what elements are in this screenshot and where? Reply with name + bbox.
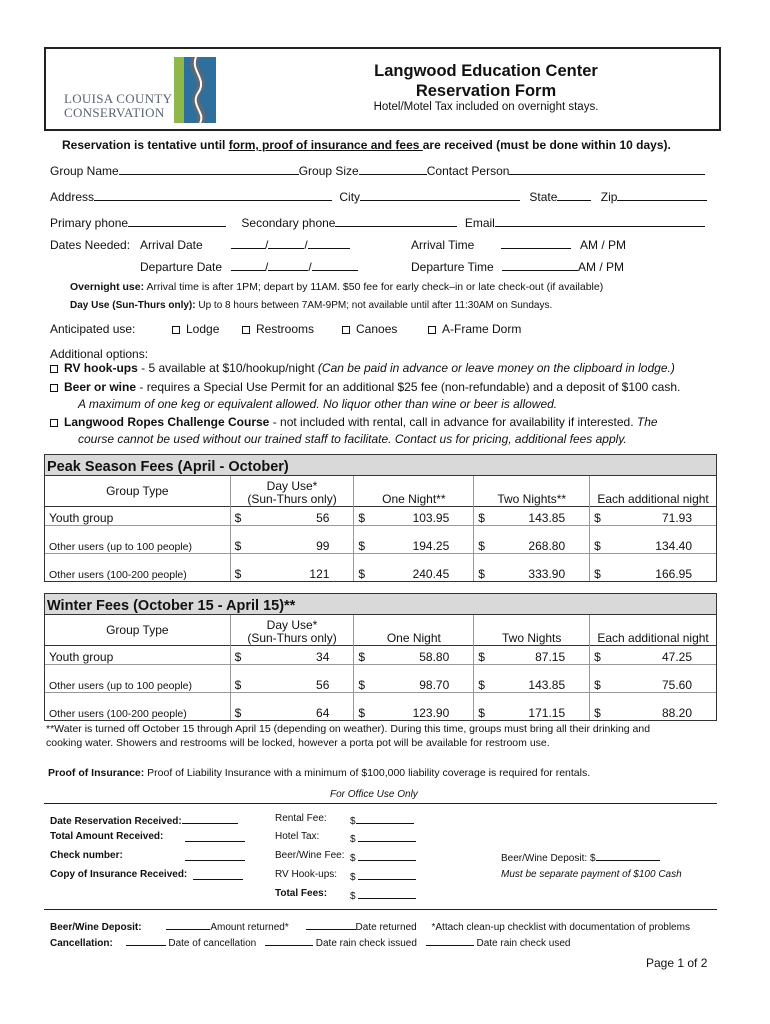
total-fees-input[interactable]: $ xyxy=(350,888,416,902)
checkbox-icon xyxy=(50,365,58,373)
rental-fee-label: Rental Fee: xyxy=(275,813,327,824)
aframe-dorm-checkbox[interactable]: A-Frame Dorm xyxy=(428,322,521,336)
table-row: Other users (100-200 people) $ 121 $ 240.45 $ 333.90 $ 166.95 xyxy=(45,554,717,582)
rental-fee-input[interactable]: $ xyxy=(350,813,414,827)
hotel-tax-input[interactable]: $ xyxy=(350,831,416,845)
hotel-tax-label: Hotel Tax: xyxy=(275,831,320,842)
peak-header-row: Group Type Day Use* (Sun-Thurs only) One Night** Two Nights** Each additional night xyxy=(45,476,717,507)
winter-fees-table xyxy=(44,593,717,721)
table-row: Youth group $ 34 $ 58.80 $ 87.15 $ 47.25 xyxy=(45,646,717,665)
table-row: Other users (up to 100 people) $ 56 $ 98.70 $ 143.85 $ 75.60 xyxy=(45,665,717,693)
departure-date-input[interactable]: / / xyxy=(231,260,358,274)
total-received-input[interactable] xyxy=(185,831,245,845)
total-received-label: Total Amount Received: xyxy=(50,831,164,842)
office-divider-top xyxy=(44,803,717,804)
arrival-time-input[interactable] xyxy=(501,238,571,252)
total-fees-label: Total Fees: xyxy=(275,888,328,899)
deposit-footer-row: Beer/Wine Deposit: Amount returned* Date returned *Attach clean-up checklist with documentation of problems xyxy=(50,919,690,933)
phone-row: Primary phone Secondary phone Email xyxy=(50,216,705,230)
office-divider-bottom xyxy=(44,909,717,910)
copy-insurance-input[interactable] xyxy=(193,869,243,883)
zip-input[interactable] xyxy=(617,190,707,201)
river-logo-icon xyxy=(174,57,216,123)
winter-fees-title: Winter Fees (October 15 - April 15)** xyxy=(45,594,717,615)
page-number: Page 1 of 2 xyxy=(646,956,708,970)
address-row: Address City State Zip xyxy=(50,190,707,204)
tax-note: Hotel/Motel Tax included on overnight stays. xyxy=(373,101,599,113)
contact-person-input[interactable] xyxy=(509,164,705,175)
group-size-input[interactable] xyxy=(359,164,427,175)
primary-phone-input[interactable] xyxy=(128,216,226,227)
anticipated-use-label: Anticipated use: xyxy=(50,322,136,336)
departure-date-label: Departure Date xyxy=(140,260,223,274)
louisa-county-logo xyxy=(54,55,214,125)
tentative-statement: Reservation is tentative until form, proof of insurance and fees are received (must be done within 10 days). xyxy=(62,138,671,152)
cancellation-footer-row: Cancellation: Date of cancellation Date rain check issued Date rain check used xyxy=(50,935,570,949)
table-row: Other users (100-200 people) $ 64 $ 123.90 $ 171.15 $ 88.20 xyxy=(45,693,717,721)
insurance-note: Proof of Insurance: Proof of Liability Insurance with a minimum of $100,000 liability coverage is required for rentals. xyxy=(48,767,591,779)
email-input[interactable] xyxy=(495,216,705,227)
water-note-line2: cooking water. Showers and restrooms will be locked, however a porta pot will be available for restroom use. xyxy=(46,737,550,749)
overnight-note: Overnight use: Arrival time is after 1PM; depart by 11AM. $50 fee for early check–in or late check-out (if available) xyxy=(70,281,604,293)
departure-time-input[interactable] xyxy=(502,260,578,274)
arrival-am-pm: AM / PM xyxy=(580,238,627,252)
rv-hookups-input[interactable]: $ xyxy=(350,869,416,883)
arrival-date-input[interactable]: / / xyxy=(231,238,350,252)
rv-hookups-label: RV Hook-ups: xyxy=(275,869,338,880)
copy-insurance-label: Copy of Insurance Received: xyxy=(50,869,188,880)
office-use-heading: For Office Use Only xyxy=(330,789,418,800)
table-row: Other users (up to 100 people) $ 99 $ 194.25 $ 268.80 $ 134.40 xyxy=(45,526,717,554)
date-received-row: Date Reservation Received: xyxy=(50,813,238,827)
group-name-input[interactable] xyxy=(119,164,299,175)
arrival-time-label: Arrival Time xyxy=(411,238,475,252)
form-title: Reservation Form xyxy=(415,82,557,100)
city-input[interactable] xyxy=(360,190,520,201)
dates-needed-label: Dates Needed: xyxy=(50,238,131,252)
check-number-label: Check number: xyxy=(50,850,123,861)
table-row: Youth group $ 56 $ 103.95 $ 143.85 $ 71.93 xyxy=(45,507,717,526)
peak-fees-table xyxy=(44,454,717,582)
checkbox-icon xyxy=(172,326,180,334)
canoes-checkbox[interactable]: Canoes xyxy=(342,322,397,336)
beer-deposit-row: Beer/Wine Deposit: $ xyxy=(501,850,660,864)
ropes-course-option[interactable]: Langwood Ropes Challenge Course - not included with rental, call in advance for availability if interested. The xyxy=(50,415,658,429)
additional-options-label: Additional options: xyxy=(50,347,149,361)
checkbox-icon xyxy=(50,419,58,427)
beer-fee-label: Beer/Wine Fee: xyxy=(275,850,345,861)
checkbox-icon xyxy=(242,326,250,334)
rv-hookups-option[interactable]: RV hook-ups - 5 available at $10/hookup/night (Can be paid in advance or leave money on the clipboard in lodge.) xyxy=(50,361,675,375)
checkbox-icon xyxy=(428,326,436,334)
header-box xyxy=(44,47,721,131)
state-input[interactable] xyxy=(557,190,591,201)
arrival-date-label: Arrival Date xyxy=(140,238,203,252)
logo-text: LOUISA COUNTY CONSERVATION xyxy=(64,91,173,120)
center-title: Langwood Education Center xyxy=(374,62,598,80)
address-input[interactable] xyxy=(94,190,332,201)
checkbox-icon xyxy=(342,326,350,334)
restrooms-checkbox[interactable]: Restrooms xyxy=(242,322,314,336)
beer-wine-option[interactable]: Beer or wine - requires a Special Use Permit for an additional $25 fee (non-refundable) and a deposit of $100 cash. xyxy=(50,380,680,394)
dayuse-note: Day Use (Sun-Thurs only): Up to 8 hours between 7AM-9PM; not available until after 11:30AM on Sundays. xyxy=(70,300,553,311)
peak-fees-title: Peak Season Fees (April - October) xyxy=(45,455,717,476)
lodge-checkbox[interactable]: Lodge xyxy=(172,322,219,336)
beer-wine-note: A maximum of one keg or equivalent allowed. No liquor other than wine or beer is allowed. xyxy=(78,397,558,411)
water-note-line1: **Water is turned off October 15 through April 15 (depending on weather). During this time, groups must bring all their drinking and xyxy=(46,723,651,735)
ropes-course-note: course cannot be used without our trained staff to facilitate. Contact us for pricing, additional fees apply. xyxy=(78,432,627,446)
checkbox-icon xyxy=(50,384,58,392)
departure-am-pm: AM / PM xyxy=(578,260,625,274)
beer-fee-input[interactable]: $ xyxy=(350,850,416,864)
departure-time-label: Departure Time xyxy=(411,260,494,274)
secondary-phone-input[interactable] xyxy=(335,216,457,227)
winter-header-row: Group Type Day Use* (Sun-Thurs only) One Night Two Nights Each additional night xyxy=(45,615,717,646)
check-number-input[interactable] xyxy=(185,850,245,864)
separate-payment-note: Must be separate payment of $100 Cash xyxy=(501,869,682,880)
group-name-row: Group Name Group Size Contact Person xyxy=(50,164,705,178)
